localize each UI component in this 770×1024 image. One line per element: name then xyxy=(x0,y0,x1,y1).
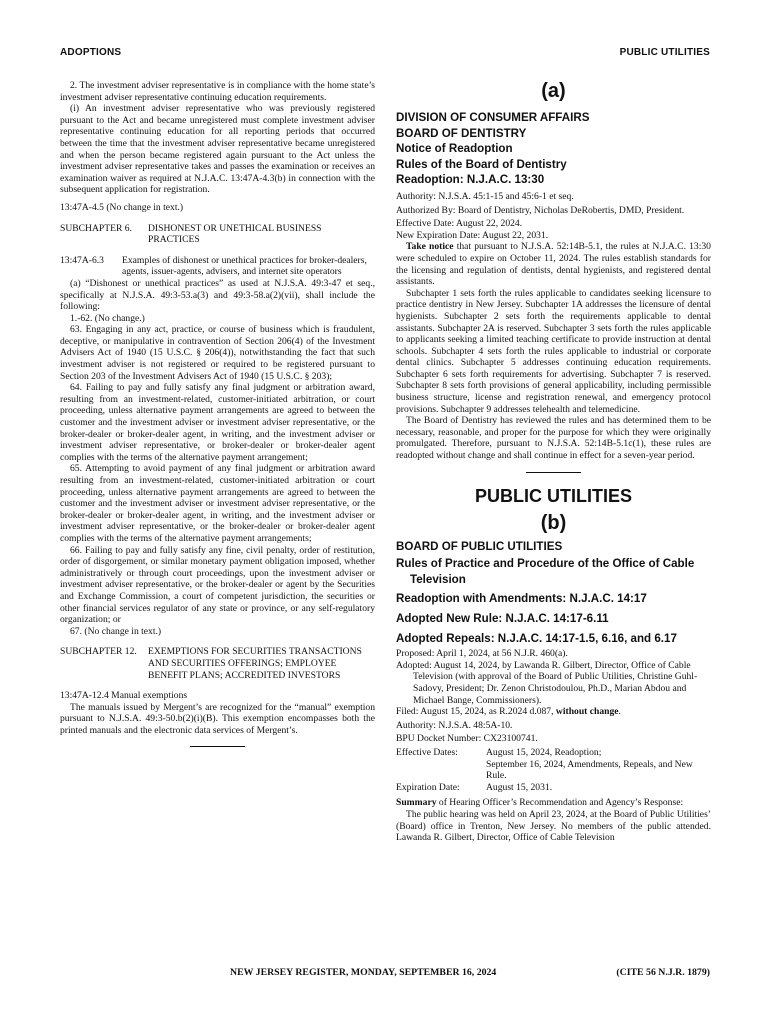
section-title-public-utilities: PUBLIC UTILITIES xyxy=(475,485,632,506)
section-6-3-heading xyxy=(60,255,375,278)
paragraph: 64. Failing to pay and fully satisfy any final judgment or arbitration award, resulting from an investment-related, customer-initiated arbitration, or court proceeding, unless alternative payment arrangements are agreed to between the customer and the investment adviser or investment adviser representative, or the broker-dealer or broker-dealer agent, in writing, and the investment adviser or investment adviser representative, or broker-dealer or broker-dealer agent complies with the terms of the alternative payment arrangement; xyxy=(60,382,375,463)
subchapter-title: EXEMPTIONS FOR SECURITIES TRANSACTIONS AND SECURITIES OFFERINGS; EMPLOYEE BENEFIT PLANS; ACCREDITED INVESTORS xyxy=(148,646,362,681)
paragraph: 66. Failing to pay and fully satisfy any fine, civil penalty, order of restitution, order of disgorgement, or similar monetary payment obligation imposed, whether administratively or through court proceedings, upon the investment adviser or investment adviser representative, or the broker-dealer or agent by the Securities and Exchange Commission, a court of competent jurisdiction, the securities or other financial services regulator of any state or province, or any self-regulatory organization; or xyxy=(60,544,375,626)
readoption-heading: Readoption with Amendments: N.J.A.C. 14:17 xyxy=(396,592,647,606)
paragraph: (i) An investment adviser representative who was previously registered pursuant to the Act and became unregistered must complete investment adviser representative continuing education for all reporting periods that occurred between the time that the investment adviser representative became unregistered and when the person became registered again pursuant to the Act unless the investment adviser representative takes and passes the examination or receives an examination waiver as required at N.J.A.C. 13:47A-4.3(b) in connection with the subsequent application for registration. xyxy=(60,103,375,196)
divider xyxy=(190,746,245,747)
section-number: 13:47A-6.3 xyxy=(60,254,104,266)
paragraph: Subchapter 1 sets forth the rules applicable to candidates seeking licensure to practice dentistry in New Jersey. Subchapter 1A addresses the licensure of dental hygienists. Subchapter 2 sets forth the requirements applicable to dental assistants. Subchapter 2A is reserved. Subchapter 3 sets forth the rules applicable to applicants seeking a limited teaching certificate to provide instruction at dental schools. Subchapter 4 sets forth the rules applicable to industrial or corporate dental clinics. Subchapter 5 addresses continuing education requirements. Subchapter 6 sets forth requirements for advertising. Subchapter 7 is reserved. Subchapter 8 sets forth provisions of general applicability, including permissible business structure, license and registration renewal, and emergency protocol provisions. Subchapter 9 addresses telehealth and telemedicine. xyxy=(396,287,711,415)
summary-heading xyxy=(396,797,711,809)
docket-line: BPU Docket Number: CX23100741. xyxy=(396,733,538,745)
expiration-date-value: August 15, 2031. xyxy=(486,781,553,793)
paragraph: 67. (No change in text.) xyxy=(70,625,162,637)
authority-line: Authority: N.J.S.A. 45:1-15 and 45:6-1 et seq. xyxy=(396,190,574,202)
paragraph: The Board of Dentistry has reviewed the rules and has determined them to be necessary, reasonable, and proper for the purpose for which they were originally promulgated. Therefore, pursuant to N.J.S.A. 52:14B-5.1c(1), these rules are readopted without change and shall continue in effect for a seven-year period. xyxy=(396,415,711,462)
running-header-left: ADOPTIONS xyxy=(60,47,122,58)
rule-title-heading: Rules of the Board of Dentistry xyxy=(396,157,567,171)
divider xyxy=(526,472,581,473)
paragraph xyxy=(396,241,711,287)
board-heading: BOARD OF DENTISTRY xyxy=(396,126,527,140)
notice-type-heading: Notice of Readoption xyxy=(396,142,513,156)
notice-letter-a: (a) xyxy=(541,80,566,102)
adopted-repeals-heading: Adopted Repeals: N.J.A.C. 14:17-1.5, 6.16, and 6.17 xyxy=(396,631,677,645)
subchapter-number: SUBCHAPTER 12. xyxy=(60,646,137,658)
take-notice-lead: Take notice xyxy=(406,241,454,253)
adopted-line: Adopted: August 14, 2024, by Lawanda R. Gilbert, Director, Office of Cable Television (with approval of the Board of Public Utilities, Christine Guhl-Sadovy, President; Dr. Zenon Christodoulou, Ph.D., Marian Abdou and Michael Bange, Commissioners). xyxy=(396,659,698,706)
adopted-new-rule-heading: Adopted New Rule: N.J.A.C. 14:17-6.11 xyxy=(396,612,609,625)
readoption-heading: Readoption: N.J.A.C. 13:30 xyxy=(396,173,545,187)
effective-date-line: Effective Date: August 22, 2024. xyxy=(396,218,523,230)
section-title: Examples of dishonest or unethical practices for broker-dealers, agents, issuer-agents, advisers, and internet site operators xyxy=(122,254,367,278)
agency-heading: DIVISION OF CONSUMER AFFAIRS xyxy=(396,111,590,124)
filed-end: . xyxy=(618,706,621,718)
paragraph: (a) “Dishonest or unethical practices” as used at N.J.S.A. 49:3-47 et seq., specifically at N.J.S.A. 49:3-53.a(3) and 49:3-58.a(2)(vii), shall include the following: xyxy=(60,277,375,313)
filed-status: without change xyxy=(555,706,619,718)
summary-lead: Summary xyxy=(396,797,437,809)
rule-title-heading: Rules of Practice and Procedure of the Office of Cable Television xyxy=(396,557,695,586)
authorized-by-line: Authorized By: Board of Dentistry, Nicholas DeRobertis, DMD, President. xyxy=(396,204,685,216)
take-notice-text: that pursuant to N.J.S.A. 52:14B-5.1, the rules at N.J.A.C. 13:30 were scheduled to expire on October 11, 2024. The rules establish standards for the licensing and regulation of dentists, dental hygienists, and registered dental assistants. xyxy=(396,241,711,288)
effective-date-amendments: September 16, 2024, Amendments, Repeals, and New Rule. xyxy=(486,758,693,782)
subchapter-6-heading xyxy=(60,223,375,246)
notice-letter-b: (b) xyxy=(540,511,567,534)
expiration-date-block xyxy=(396,782,711,794)
footer-register-date: NEW JERSEY REGISTER, MONDAY, SEPTEMBER 16, 2024 xyxy=(230,967,497,978)
running-header-right: PUBLIC UTILITIES xyxy=(619,47,710,58)
paragraph: 65. Attempting to avoid payment of any final judgment or arbitration award resulting from an investment-related, customer-initiated arbitration or court proceeding, unless alternative payment arrangements are agreed to between the customer and the investment adviser or investment adviser representative, or the broker-dealer or broker-dealer agent, in writing, and the investment adviser or investment adviser representative, or the broker-dealer or broker-dealer agent complies with the terms of the alternative payment arrangements; xyxy=(60,463,375,544)
subchapter-number: SUBCHAPTER 6. xyxy=(60,222,132,234)
proposed-line: Proposed: April 1, 2024, at 56 N.J.R. 460(a). xyxy=(396,648,568,660)
paragraph: 1.-62. (No change.) xyxy=(70,312,145,324)
footer-citation: (CITE 56 N.J.R. 1879) xyxy=(616,967,710,978)
section-no-change: 13:47A-4.5 (No change in text.) xyxy=(60,201,184,213)
expiration-date-label: Expiration Date: xyxy=(396,781,460,793)
summary-heading-text: of Hearing Officer’s Recommendation and Agency’s Response: xyxy=(436,797,684,809)
paragraph: 63. Engaging in any act, practice, or course of business which is fraudulent, deceptive, or manipulative in contravention of Section 206(4) of the Investment Advisers Act of 1940 (15 U.S.C. § 206(4)), notwithstanding the fact that such investment adviser is not registered or required to be registered pursuant to Section 203 of the Investment Advisers Act of 1940 (15 U.S.C. § 203); xyxy=(60,324,375,382)
board-heading: BOARD OF PUBLIC UTILITIES xyxy=(396,539,563,553)
expiration-date-line: New Expiration Date: August 22, 2031. xyxy=(396,229,549,241)
filed-text: Filed: August 15, 2024, as R.2024 d.087, xyxy=(396,706,556,718)
effective-dates-label: Effective Dates: xyxy=(396,746,458,758)
left-column xyxy=(60,80,375,747)
filed-line xyxy=(396,706,711,718)
authority-line: Authority: N.J.S.A. 48:5A-10. xyxy=(396,719,513,731)
right-column xyxy=(396,80,711,844)
effective-dates-values xyxy=(486,747,711,782)
section-12-4-heading: 13:47A-12.4 Manual exemptions xyxy=(60,690,188,702)
subchapter-12-heading xyxy=(60,646,375,681)
effective-dates-block xyxy=(396,747,711,782)
effective-date-readoption: August 15, 2024, Readoption; xyxy=(486,746,602,758)
paragraph: 2. The investment adviser representative is in compliance with the home state’s investment adviser representative continuing education requirements. xyxy=(60,80,375,103)
subchapter-title: DISHONEST OR UNETHICAL BUSINESS PRACTICES xyxy=(148,222,322,246)
paragraph: The public hearing was held on April 23, 2024, at the Board of Public Utilities’ (Board) office in Trenton, New Jersey. No members of the public attended. Lawanda R. Gilbert, Director, Office of Cable Television xyxy=(396,808,711,844)
paragraph: The manuals issued by Mergent’s are recognized for the “manual” exemption pursuant to N.J.S.A. 49:3-50.b(2)(i)(B). This exemption encompasses both the printed manuals and the electronic data services of Mergent’s. xyxy=(60,701,375,736)
